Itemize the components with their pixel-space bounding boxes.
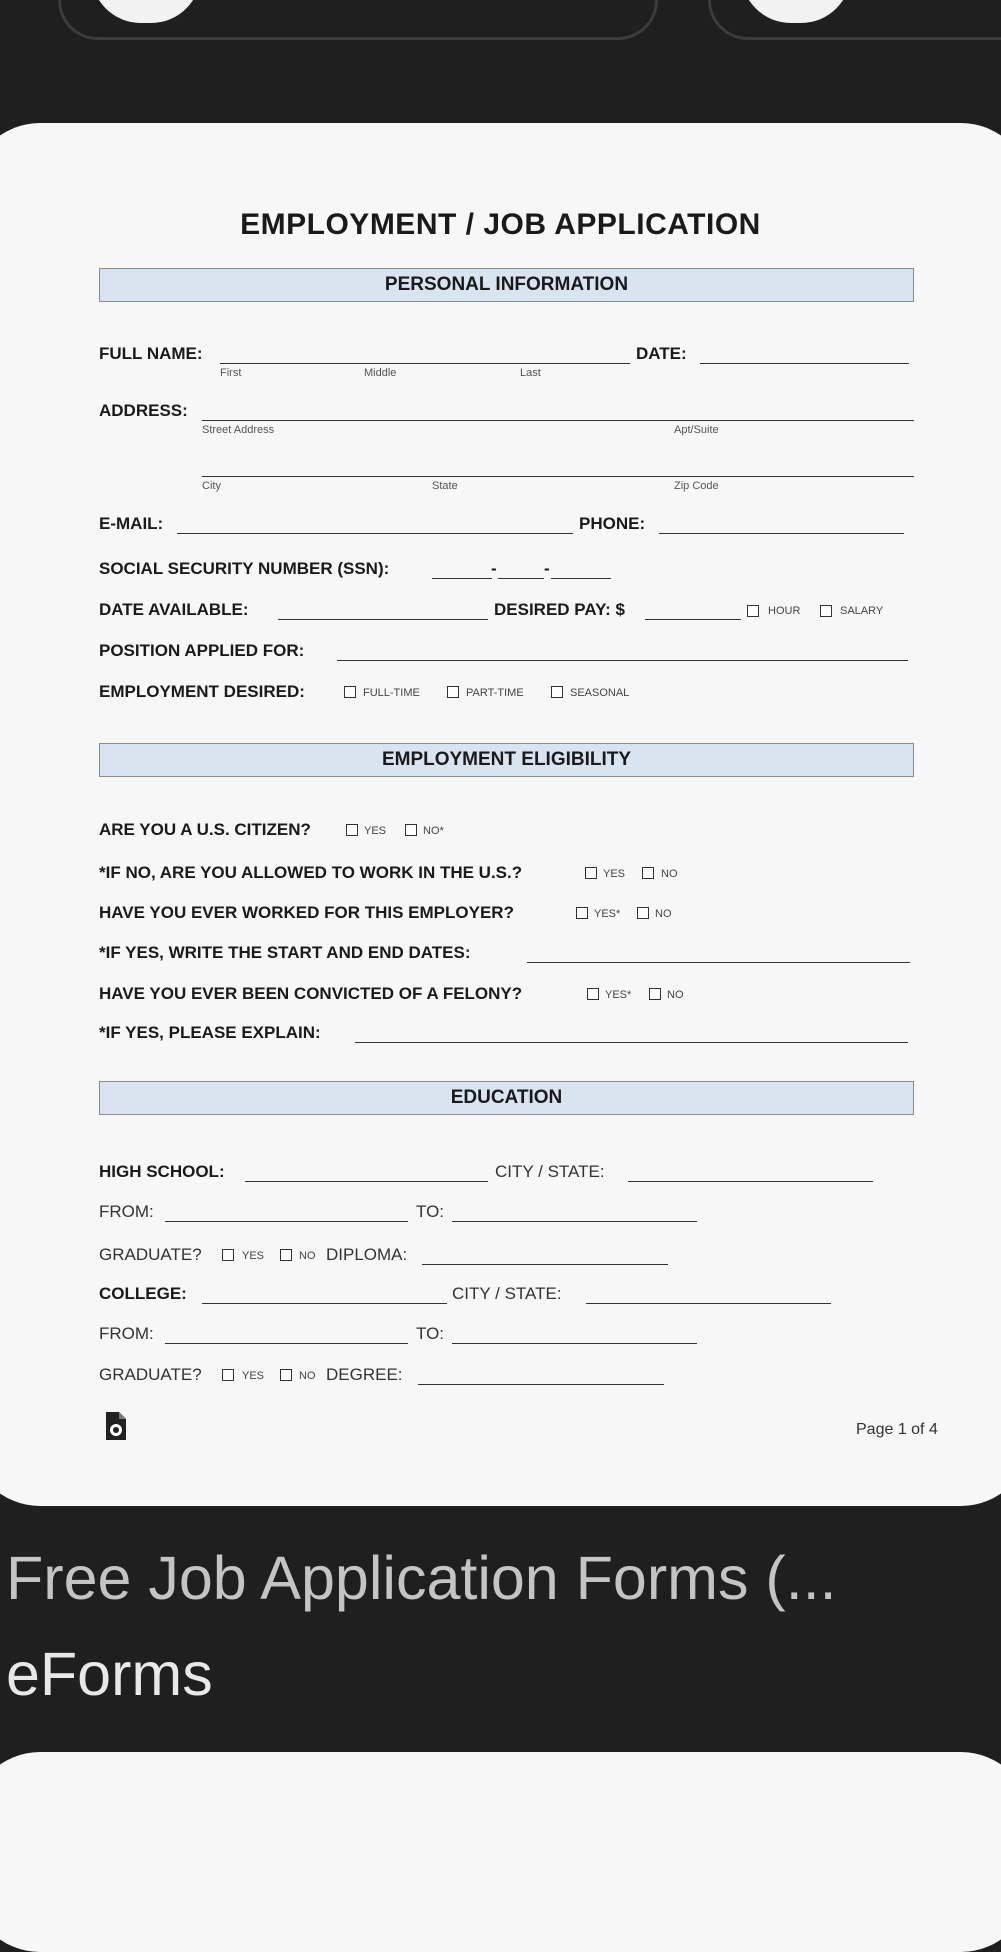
college-graduate-label: GRADUATE?	[99, 1365, 202, 1384]
address-line-1	[202, 420, 914, 421]
phone-line	[659, 533, 904, 534]
college-to-line	[452, 1343, 697, 1344]
hs-city-state-line	[628, 1181, 873, 1182]
felony-no-checkbox	[649, 988, 661, 1000]
email-line	[177, 533, 573, 534]
desired-pay-line	[645, 619, 741, 620]
full-name-label: FULL NAME:	[99, 344, 203, 363]
hs-graduate-yes-option: YES	[242, 1250, 265, 1262]
section-header-eligibility: EMPLOYMENT ELIGIBILITY	[99, 743, 914, 777]
job-application-form-image	[0, 123, 1001, 1506]
result-image-card[interactable]	[0, 123, 1001, 1506]
hs-graduate-no-checkbox	[280, 1249, 292, 1261]
allowed-to-work-question: *IF NO, ARE YOU ALLOWED TO WORK IN THE U.S.?	[99, 863, 523, 882]
explain-question: *IF YES, PLEASE EXPLAIN:	[99, 1023, 321, 1042]
date-available-line	[278, 619, 488, 620]
hour-checkbox	[747, 605, 759, 617]
desired-pay-label: DESIRED PAY: $	[494, 600, 626, 619]
result-caption[interactable]	[6, 1530, 996, 1722]
previous-result-thumbnail	[91, 0, 201, 23]
felony-yes-checkbox	[587, 988, 599, 1000]
diploma-line	[422, 1264, 668, 1265]
page-number: Page 1 of 4	[856, 1421, 938, 1438]
citizen-question: ARE YOU A U.S. CITIZEN?	[99, 820, 311, 839]
date-label: DATE:	[636, 344, 687, 363]
first-caption: First	[220, 367, 242, 379]
diploma-label: DIPLOMA:	[326, 1245, 408, 1264]
felony-yes-option: YES*	[605, 989, 632, 1001]
date-available-label: DATE AVAILABLE:	[99, 600, 249, 619]
college-graduate-no-option: NO	[299, 1370, 316, 1382]
college-to-label: TO:	[416, 1324, 445, 1343]
eforms-logo-icon	[104, 1411, 128, 1441]
part-time-option: PART-TIME	[466, 687, 524, 699]
middle-caption: Middle	[364, 367, 397, 379]
felony-no-option: NO	[667, 989, 684, 1001]
result-title[interactable]: Free Job Application Forms (...	[6, 1544, 837, 1612]
ssn-label: SOCIAL SECURITY NUMBER (SSN):	[99, 559, 390, 578]
street-caption: Street Address	[202, 424, 275, 436]
citizen-yes-checkbox	[346, 824, 358, 836]
result-source[interactable]: eForms	[6, 1640, 213, 1708]
salary-checkbox	[820, 605, 832, 617]
allowed-no-option: NO	[661, 868, 678, 880]
felony-question: HAVE YOU EVER BEEN CONVICTED OF A FELONY?	[99, 984, 523, 1003]
previous-result-thumbnail	[741, 0, 851, 23]
hs-city-state-label: CITY / STATE:	[495, 1162, 605, 1181]
hs-to-label: TO:	[416, 1202, 445, 1221]
date-line	[700, 363, 909, 364]
ssn-line-3	[551, 578, 611, 579]
citizen-yes-option: YES	[364, 825, 387, 837]
college-graduate-yes-checkbox	[222, 1369, 234, 1381]
apt-caption: Apt/Suite	[674, 424, 719, 436]
worked-yes-option: YES*	[594, 908, 621, 920]
worked-no-option: NO	[655, 908, 672, 920]
seasonal-checkbox	[551, 686, 563, 698]
full-time-option: FULL-TIME	[363, 687, 420, 699]
citizen-no-option: NO*	[423, 825, 444, 837]
hs-from-label: FROM:	[99, 1202, 154, 1221]
degree-line	[418, 1384, 664, 1385]
address-label: ADDRESS:	[99, 401, 188, 420]
dates-line	[527, 962, 910, 963]
degree-label: DEGREE:	[326, 1365, 403, 1384]
college-label: COLLEGE:	[99, 1284, 187, 1303]
zip-caption: Zip Code	[674, 480, 719, 492]
hour-option: HOUR	[768, 605, 801, 617]
worked-yes-checkbox	[576, 907, 588, 919]
hs-graduate-label: GRADUATE?	[99, 1245, 202, 1264]
citizen-no-checkbox	[405, 824, 417, 836]
state-caption: State	[432, 480, 458, 492]
ssn-dash-1: -	[491, 559, 497, 578]
full-name-line	[220, 363, 630, 364]
college-from-label: FROM:	[99, 1324, 154, 1343]
hs-from-line	[165, 1221, 408, 1222]
dates-question: *IF YES, WRITE THE START AND END DATES:	[99, 943, 471, 962]
salary-option: SALARY	[840, 605, 884, 617]
worked-no-checkbox	[637, 907, 649, 919]
worked-question: HAVE YOU EVER WORKED FOR THIS EMPLOYER?	[99, 903, 514, 922]
high-school-line	[245, 1181, 488, 1182]
ssn-line-2	[498, 578, 544, 579]
full-time-checkbox	[344, 686, 356, 698]
previous-result-card-left[interactable]	[58, 0, 658, 40]
allowed-yes-option: YES	[603, 868, 626, 880]
allowed-yes-checkbox	[585, 867, 597, 879]
position-line	[337, 660, 908, 661]
hs-graduate-no-option: NO	[299, 1250, 316, 1262]
email-label: E-MAIL:	[99, 514, 164, 533]
form-title: EMPLOYMENT / JOB APPLICATION	[240, 208, 761, 241]
hs-to-line	[452, 1221, 697, 1222]
address-line-2	[202, 476, 914, 477]
college-city-state-line	[586, 1303, 831, 1304]
college-line	[202, 1303, 447, 1304]
city-caption: City	[202, 480, 221, 492]
college-city-state-label: CITY / STATE:	[452, 1284, 562, 1303]
explain-line	[355, 1042, 908, 1043]
section-header-personal: PERSONAL INFORMATION	[99, 268, 914, 302]
previous-result-card-right[interactable]	[708, 0, 1001, 40]
college-graduate-yes-option: YES	[242, 1370, 265, 1382]
seasonal-option: SEASONAL	[570, 687, 630, 699]
ssn-line-1	[432, 578, 492, 579]
position-label: POSITION APPLIED FOR:	[99, 641, 305, 660]
hs-graduate-yes-checkbox	[222, 1249, 234, 1261]
section-header-education: EDUCATION	[99, 1081, 914, 1115]
allowed-no-checkbox	[642, 867, 654, 879]
last-caption: Last	[520, 367, 541, 379]
college-graduate-no-checkbox	[280, 1369, 292, 1381]
high-school-label: HIGH SCHOOL:	[99, 1162, 225, 1181]
ssn-dash-2: -	[544, 559, 550, 578]
employment-desired-label: EMPLOYMENT DESIRED:	[99, 682, 305, 701]
next-result-card[interactable]	[0, 1752, 1001, 1952]
college-from-line	[165, 1343, 408, 1344]
phone-label: PHONE:	[579, 514, 646, 533]
part-time-checkbox	[447, 686, 459, 698]
